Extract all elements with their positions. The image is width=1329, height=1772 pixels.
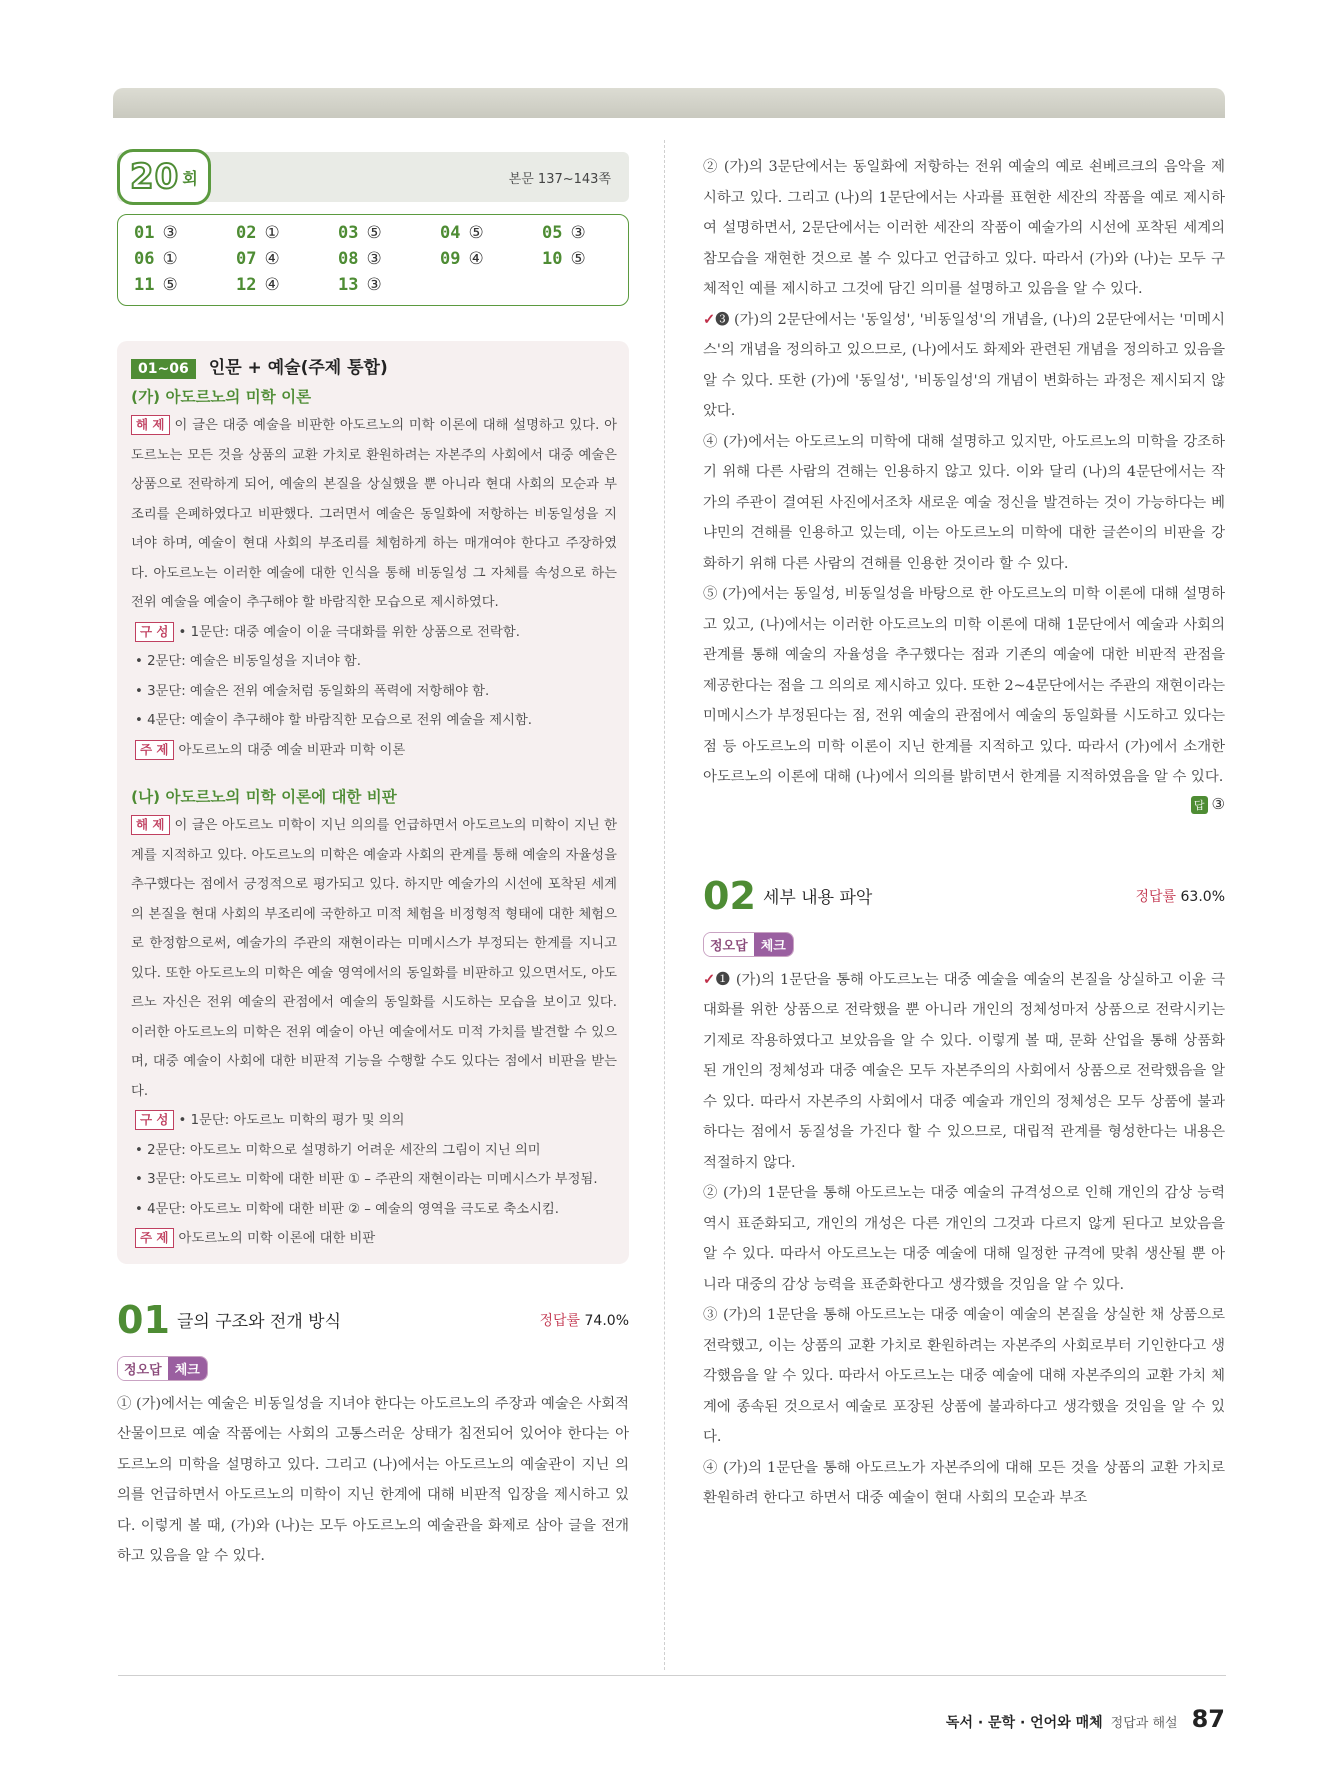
question-range-badge: 01~06 <box>131 359 196 379</box>
passage-b-structure-4: • 4문단: 아도르노 미학에 대한 비판 ② – 예술의 영역을 극도로 축소시킴. <box>135 1201 560 1217</box>
passage-title: 인문 + 예술(주제 통합) <box>208 358 388 378</box>
question-number: 02 <box>703 873 756 918</box>
passage-a-structure-2: • 2문단: 예술은 비동일성을 지녀야 함. <box>135 654 361 669</box>
answer-check-badge: 정오답 체크 <box>703 932 794 957</box>
correct-rate: 정답률 74.0% <box>539 1312 629 1329</box>
footer-subtitle: 정답과 해설 <box>1110 1716 1178 1731</box>
answer-item: 13 ③ <box>338 275 382 295</box>
passage-a-structure-4: • 4문단: 예술이 추구해야 할 바람직한 모습으로 전위 예술을 제시함. <box>135 713 533 728</box>
footer-rule <box>118 1675 1226 1676</box>
passage-a-structure-3: • 3문단: 예술은 전위 예술처럼 동일화의 폭력에 저항해야 함. <box>135 683 490 699</box>
checkmark-icon: ✓ <box>703 310 716 328</box>
answer-item: 09 ④ <box>440 249 484 269</box>
checkmark-icon: ✓ <box>703 970 716 988</box>
q01-explanation-5: ⑤ (가)에서는 동일성, 비동일성을 바탕으로 한 아도르노의 미학 이론에 대해 설명하고 있고, (나)에서는 이러한 아도르노의 미학 이론에 대해 1문단에서 예술과 사회의 관계를 통해 예술의 자율성을 추구했다는 점과 기존의 예술에 대한 비판적 관점을 제공한다는 점을 그 의의로 제시하고 있다. 또한 2~4문단에서는 주관의 재현이라는 미메시스가 부정된다는 점, 전위 예술의 관점에서 예술의 동일화를 시도하고 있다는 점 등 아도르노의 미학 이론이 지닌 한계를 지적하고 있다. 따라서 (가)에서 소개한 아도르노의 이론에 대해 (나)에서 의의를 밝히면서 한계를 지적하였음을 알 수 있다. <box>703 586 1225 785</box>
passage-b-title: (나) 아도르노의 미학 이론에 대한 비판 <box>131 788 397 806</box>
answer-item: 06 ① <box>134 249 178 269</box>
question-title: 글의 구조와 전개 방식 <box>177 1312 342 1332</box>
passage-header <box>131 353 617 379</box>
passage-a-summary: 해 제 이 글은 대중 예술을 비판한 아도르노의 미학 이론에 대해 설명하고 있다. 아도르노는 모든 것을 상품의 교환 가치로 환원하려는 자본주의 사회에서 대중 예술은 상품으로 전락하게 되어, 예술의 본질을 상실했을 뿐 아니라 현대 사회의 모순과 부조리를 은폐하였다고 비판했다. 그러면서 예술은 동일화에 저항하는 비동일성을 지녀야 하며, 예술이 현대 사회의 부조리를 체험하게 하는 매개여야 한다고 주장하였다. 아도르노는 이러한 예술에 대한 인식을 통해 비동일성 그 자체를 속성으로 하는 전위 예술을 예술이 추구해야 할 바람직한 모습으로 제시하였다. <box>131 417 617 610</box>
page-number: 87 <box>1191 1705 1225 1733</box>
q02-explanation-3: ③ (가)의 1문단을 통해 아도르노는 대중 예술이 예술의 본질을 상실한 채 상품으로 전락했고, 이는 상품의 교환 가치로 환원하려는 자본주의 사회로부터 기인한다고 생각했음을 알 수 있다. 따라서 아도르노는 대중 예술에 대해 자본주의의 교환 가치 체계에 종속된 것으로서 예술로 포장된 상품에 불과하다고 생각했을 것임을 알 수 있다. <box>703 1307 1225 1445</box>
juje-label: 주 제 <box>135 740 174 760</box>
passage-analysis-box <box>117 341 629 1264</box>
answer-item: 11 ⑤ <box>134 275 178 295</box>
q01-explanation-2: ② (가)의 3문단에서는 동일화에 저항하는 전위 예술의 예로 쇤베르크의 음악을 제시하고 있다. 그리고 (나)의 1문단에서는 사과를 표현한 세잔의 작품을 예로 제시하여 설명하면서, 2문단에서는 이러한 세잔의 작품이 예술가의 시선에 포착된 세계의 참모습을 재현한 것으로 볼 수 있다고 언급하고 있다. 따라서 (가)와 (나)는 모두 구체적인 예를 제시하고 그것에 담긴 의미를 설명하고 있음을 알 수 있다. <box>703 159 1225 297</box>
q02-explanation-1: ✓❶ (가)의 1문단을 통해 아도르노는 대중 예술을 예술의 본질을 상실하고 이윤 극대화를 위한 상품으로 전락했을 뿐 아니라 개인의 정체성마저 상품으로 전락시키는 기제로 작용하였다고 보았음을 알 수 있다. 이렇게 볼 때, 문화 산업을 통해 상품화된 개인의 정체성과 대중 예술은 모두 자본주의의 사회에서 상품으로 전락했음을 알 수 있다. 따라서 자본주의 사회에서 대중 예술과 개인의 정체성은 모두 상품에 불과하다는 점에서 동질성을 가진다 할 수 있으므로, 대립적 관계를 형성한다는 내용은 적절하지 않다. <box>703 970 1226 1171</box>
session-unit: 회 <box>182 168 198 188</box>
q01-explanation-3: ✓❸ (가)의 2문단에서는 '동일성', '비동일성'의 개념을, (나)의 2문단에서는 '미메시스'의 개념을 정의하고 있으므로, (나)에서도 화제와 관련된 개념을 정의하고 있음을 알 수 있다. 또한 (가)에 '동일성', '비동일성'의 개념이 변화하는 과정은 제시되지 않았다. <box>703 310 1225 419</box>
header-band <box>113 88 1225 118</box>
footer-subject: 독서 · 문학 · 언어와 매체 <box>945 1715 1103 1731</box>
haeje-label: 해 제 <box>131 815 170 835</box>
column-divider <box>664 140 666 1670</box>
page-footer <box>946 1705 1225 1733</box>
question-01-header <box>117 1298 629 1342</box>
right-column <box>703 152 1225 1514</box>
answer-item: 10 ⑤ <box>542 249 586 269</box>
session-badge <box>117 149 211 205</box>
question-02-header <box>703 874 1225 918</box>
answer-item: 02 ① <box>236 223 280 243</box>
textbook-page-ref: 본문 137~143쪽 <box>508 171 611 187</box>
question-number: 01 <box>117 1297 170 1342</box>
session-number: 20 <box>130 157 180 197</box>
q02-explanation-4: ④ (가)의 1문단을 통해 아도르노가 자본주의에 대해 모든 것을 상품의 교환 가치로 환원하려 한다고 하면서 대중 예술이 현대 사회의 모순과 부조 <box>703 1459 1225 1506</box>
answer-item: 08 ③ <box>338 249 382 269</box>
passage-b-structure-3: • 3문단: 아도르노 미학에 대한 비판 ① – 주관의 재현이라는 미메시스가 부정됨. <box>135 1172 598 1187</box>
answer-key-box <box>117 214 629 306</box>
answer-item: 04 ⑤ <box>440 223 484 243</box>
passage-a-theme: 주 제 아도르노의 대중 예술 비판과 미학 이론 <box>131 736 617 766</box>
answer-icon: 답 <box>1191 796 1208 814</box>
session-header <box>117 152 629 202</box>
passage-b-structure-1: 구 성 • 1문단: 아도르노 미학의 평가 및 의의 <box>131 1106 617 1136</box>
q01-answer: 답 ③ <box>703 795 1225 814</box>
passage-a-structure-1: 구 성 • 1문단: 대중 예술이 이윤 극대화를 위한 상품으로 전락함. <box>131 618 617 648</box>
left-column <box>117 152 629 1572</box>
passage-b-structure-2: • 2문단: 아도르노 미학으로 설명하기 어려운 세잔의 그림이 지닌 의미 <box>135 1142 541 1158</box>
answer-item: 12 ④ <box>236 275 280 295</box>
correct-rate: 정답률 63.0% <box>1135 888 1225 905</box>
guseong-label: 구 성 <box>135 622 174 642</box>
juje-label: 주 제 <box>135 1228 174 1248</box>
passage-a-title: (가) 아도르노의 미학 이론 <box>131 388 312 406</box>
answer-item: 07 ④ <box>236 249 280 269</box>
answer-item: 05 ③ <box>542 223 586 243</box>
passage-b-theme: 주 제 아도르노의 미학 이론에 대한 비판 <box>131 1224 617 1254</box>
q01-explanation-4: ④ (가)에서는 아도르노의 미학에 대해 설명하고 있지만, 아도르노의 미학을 강조하기 위해 다른 사람의 견해는 인용하지 않고 있다. 이와 달리 (나)의 4문단에서는 작가의 주관이 결여된 사진에서조차 새로운 예술 정신을 발견하는 것이 가능하다는 베냐민의 견해를 인용하고 있는데, 이는 아도르노의 미학에 대한 글쓴이의 비판을 강화하기 위해 다른 사람의 견해를 인용한 것이라 할 수 있다. <box>703 433 1225 572</box>
q01-explanation-1: ① (가)에서는 예술은 비동일성을 지녀야 한다는 아도르노의 주장과 예술은 사회적 산물이므로 예술 작품에는 사회의 고통스러운 상태가 침전되어 있어야 한다는 아도르노의 미학을 설명하고 있다. 그리고 (나)에서는 아도르노의 예술관이 지닌 의의를 언급하면서 아도르노의 미학이 지닌 한계에 대해 비판적 입장을 제시하고 있다. 이렇게 볼 때, (가)와 (나)는 모두 아도르노의 예술관을 화제로 삼아 글을 전개하고 있음을 알 수 있다. <box>117 1395 629 1564</box>
answer-item: 03 ⑤ <box>338 223 382 243</box>
answer-check-badge: 정오답 체크 <box>117 1356 208 1381</box>
guseong-label: 구 성 <box>135 1110 174 1130</box>
answer-item: 01 ③ <box>134 223 178 243</box>
passage-b-summary: 해 제 이 글은 아도르노 미학이 지닌 의의를 언급하면서 아도르노의 미학이 지닌 한계를 지적하고 있다. 아도르노의 미학은 예술과 사회의 관계를 통해 예술의 자율성을 추구했다는 점에서 긍정적으로 평가되고 있다. 하지만 예술가의 시선에 포착된 세계의 본질을 현대 사회의 부조리에 국한하고 미적 체험을 비정형적 형태에 대한 체험으로 한정함으로써, 예술가의 주관의 재현이라는 미메시스가 부정되는 한계를 지니고 있다. 또한 아도르노의 미학은 예술 영역에서의 동일화를 비판하고 있으면서도, 아도르노 자신은 전위 예술의 관점에서 예술의 동일화를 시도하는 모습을 보이고 있다. 이러한 아도르노의 미학은 전위 예술이 아닌 예술에서도 미적 가치를 발견할 수 있으며, 대중 예술이 사회에 대한 비판적 기능을 수행할 수도 있다는 점에서 비판을 받는다. <box>131 817 617 1099</box>
q02-explanation-2: ② (가)의 1문단을 통해 아도르노는 대중 예술의 규격성으로 인해 개인의 감상 능력 역시 표준화되고, 개인의 개성은 다른 개인의 그것과 다르지 않게 된다고 보았음을 알 수 있다. 따라서 아도르노는 대중 예술에 대해 일정한 규격에 맞춰 생산될 뿐 아니라 대중의 감상 능력을 표준화한다고 생각했을 것임을 알 수 있다. <box>703 1185 1225 1293</box>
question-title: 세부 내용 파악 <box>763 888 873 908</box>
haeje-label: 해 제 <box>131 415 170 435</box>
